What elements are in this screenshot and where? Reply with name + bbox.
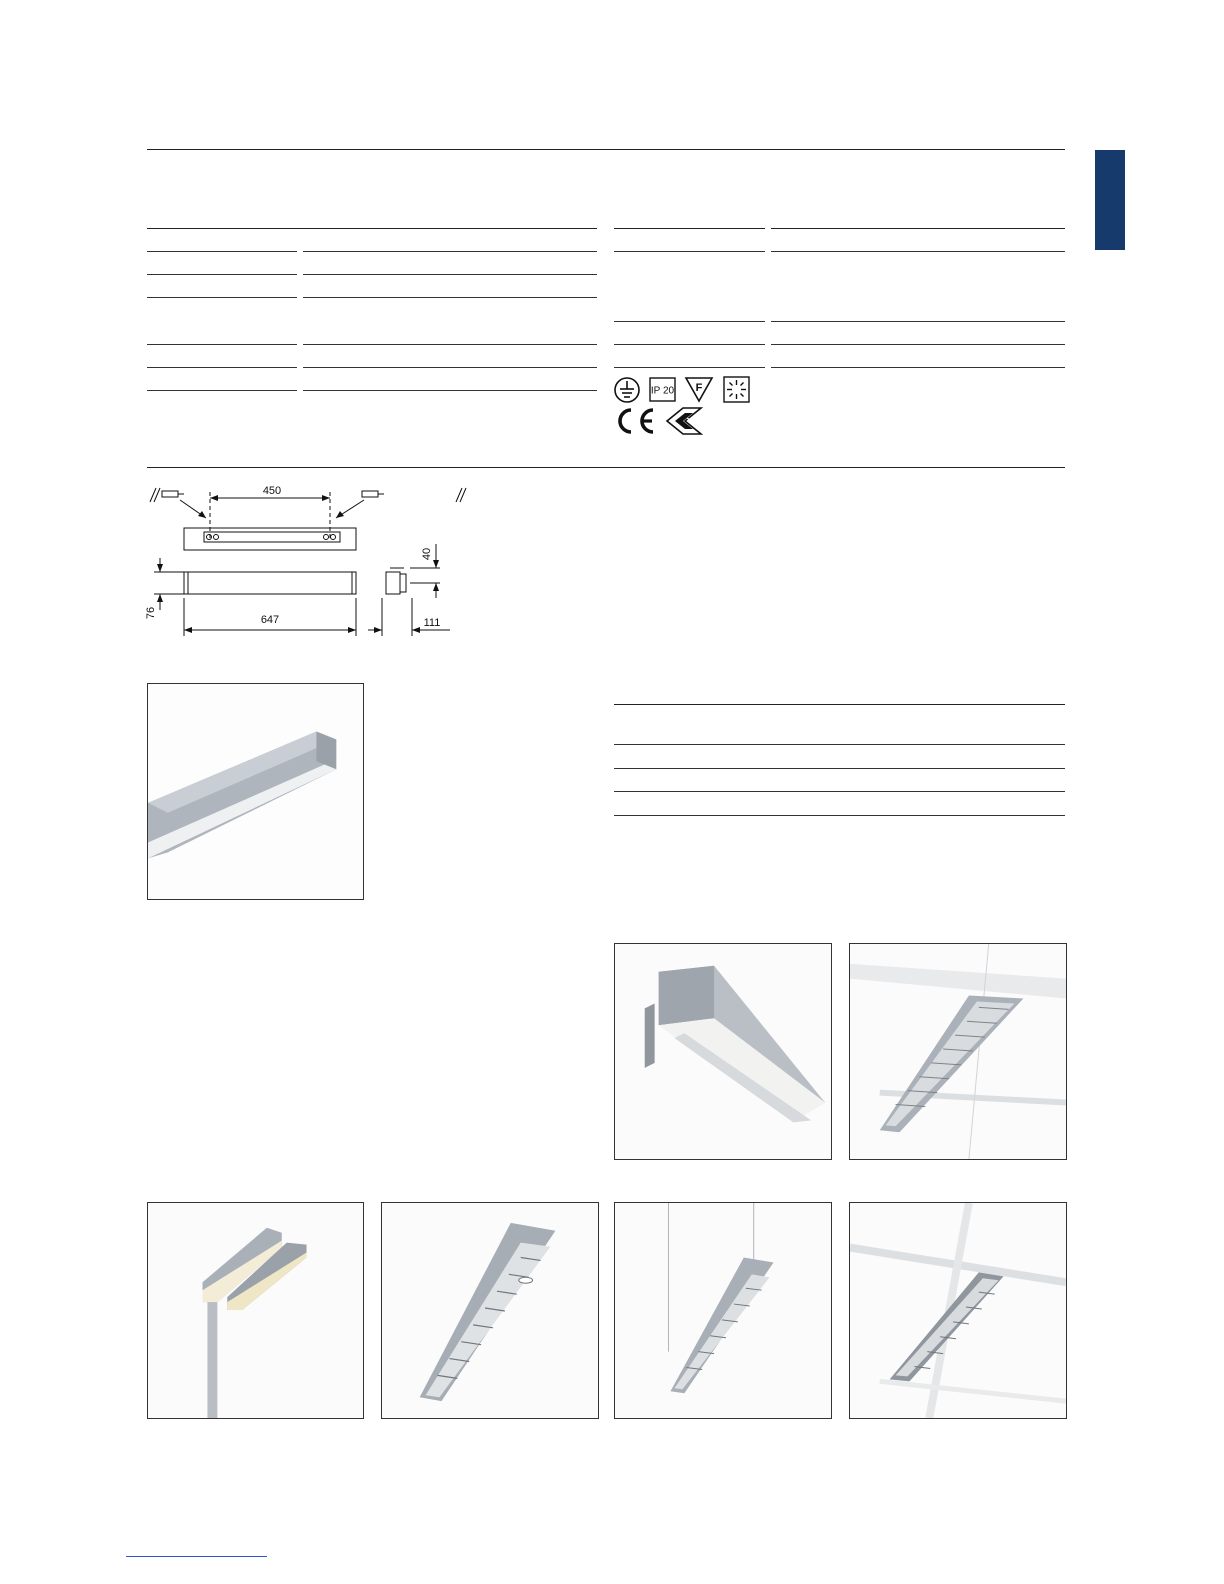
variant-table-row-rule <box>614 791 1065 792</box>
spec-right-row-rule <box>614 367 765 368</box>
spec-right-row-rule <box>771 367 1065 368</box>
spec-right-top-rule <box>771 228 1065 229</box>
variant-table-row-rule <box>614 768 1065 769</box>
spec-left-row-rule <box>303 344 597 345</box>
dimension-section-rule <box>147 467 1065 468</box>
spec-left-row-rule <box>147 344 297 345</box>
luminaire-ceiling-mounted-photo <box>147 683 364 900</box>
spec-right-row-rule <box>614 321 765 322</box>
ip-rating-text: IP 20 <box>650 385 675 397</box>
spec-left-row-rule <box>147 297 297 298</box>
spec-right-row-rule <box>771 251 1065 252</box>
dim-length: 647 <box>260 614 280 626</box>
spec-left-row-rule <box>303 274 597 275</box>
luminaire-recessed-grid-photo <box>849 1202 1067 1419</box>
variant-table-row-rule <box>614 744 1065 745</box>
ip-rating-icon <box>649 377 676 402</box>
luminaire-wall-mounted-photo <box>614 943 832 1160</box>
ball-proof-icon <box>723 376 750 403</box>
spec-left-row-rule <box>303 367 597 368</box>
spec-left-top-rule <box>147 228 597 229</box>
spec-left-row-rule <box>147 251 297 252</box>
spec-left-row-rule <box>303 390 597 391</box>
luminaire-suspended-photo <box>614 1202 832 1419</box>
enec-mark-icon <box>663 406 705 436</box>
dim-height: 76 <box>145 606 157 620</box>
protective-earth-icon <box>613 376 641 404</box>
luminaire-floor-standing-photo <box>147 1202 364 1419</box>
spec-right-row-rule <box>771 321 1065 322</box>
spec-right-top-rule <box>614 228 765 229</box>
header-rule <box>147 149 1065 150</box>
spec-left-row-rule <box>147 367 297 368</box>
footer-link[interactable] <box>126 1556 267 1557</box>
dim-mount-spacing: 450 <box>262 485 282 497</box>
spec-right-row-rule <box>771 344 1065 345</box>
luminaire-surface-louvre-photo <box>381 1202 599 1419</box>
spec-left-row-rule <box>147 274 297 275</box>
variant-table-top-rule <box>614 704 1065 705</box>
dim-profile-width: 111 <box>423 617 441 629</box>
spec-left-row-rule <box>303 251 597 252</box>
dimension-drawing <box>140 478 470 648</box>
spec-right-row-rule <box>614 251 765 252</box>
ce-mark-icon <box>613 406 657 436</box>
f-mark-text: F <box>695 382 703 394</box>
f-mark-icon <box>684 376 714 403</box>
section-tab <box>1095 150 1125 250</box>
luminaire-recessed-louvre-photo <box>849 943 1067 1160</box>
spec-left-row-rule <box>303 297 597 298</box>
dim-profile-height: 40 <box>421 547 433 561</box>
variant-table-row-rule <box>614 815 1065 816</box>
spec-left-row-rule <box>147 390 297 391</box>
spec-right-row-rule <box>614 344 765 345</box>
